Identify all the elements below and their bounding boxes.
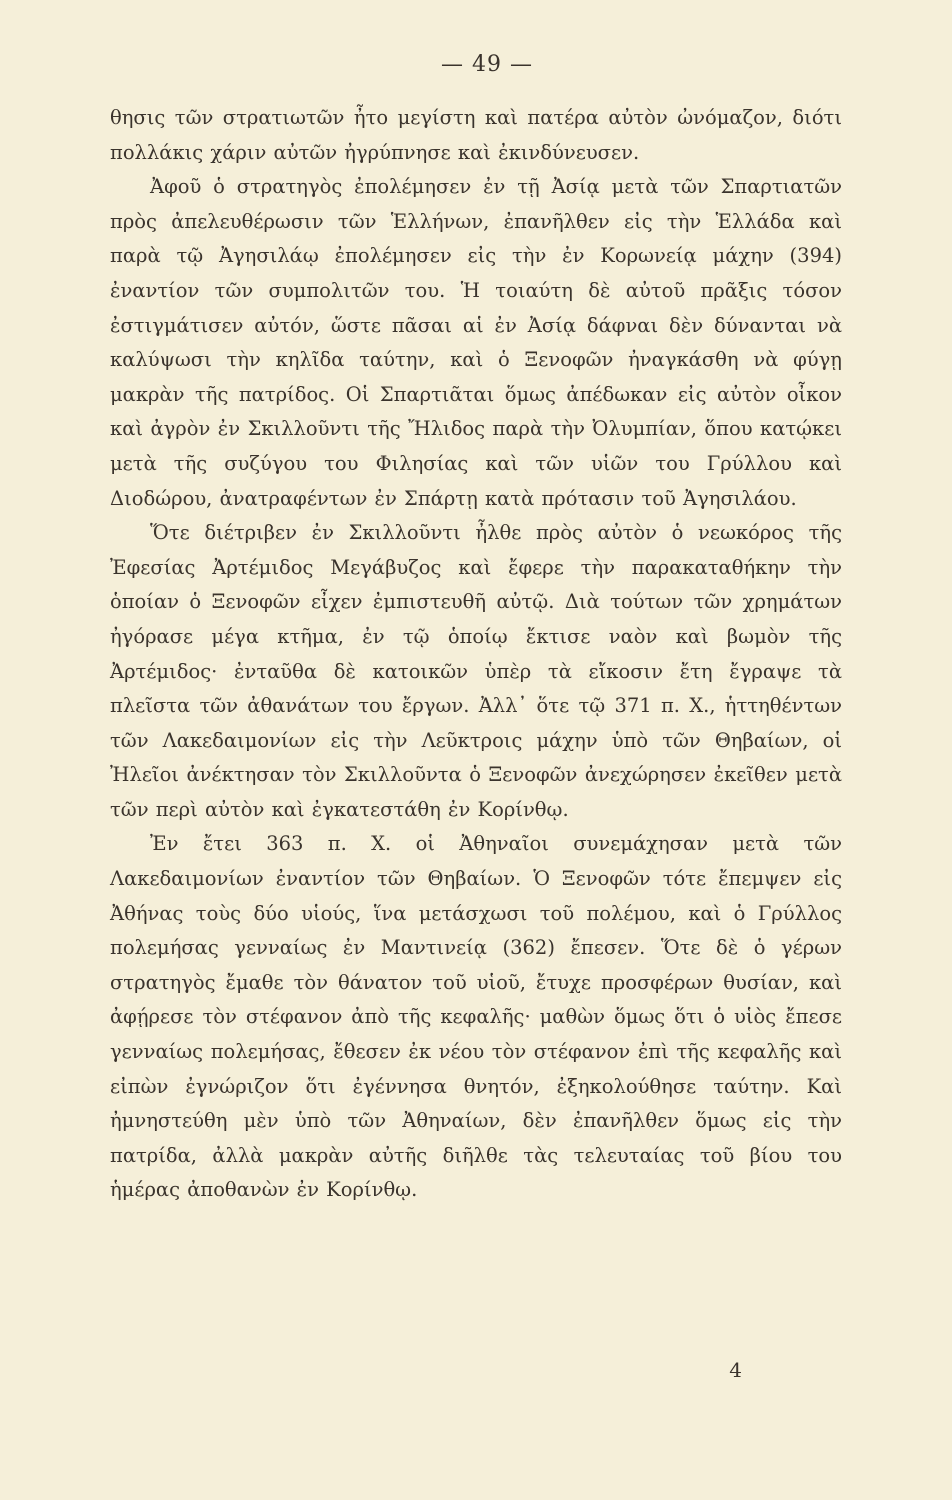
paragraph: Ἀφοῦ ὁ στρατηγὸς ἐπολέμησεν ἐν τῇ Ἀσίᾳ μετὰ τῶν Σπαρτιατῶν πρὸς ἀπελευθέρωσιν τῶν Ἑλλήνων, ἐπανῆλθεν εἰς τὴν Ἑλλάδα καὶ παρὰ τῷ Ἀγησιλάῳ ἐπολέμησεν εἰς τὴν ἐν Κορωνείᾳ μάχην (394) ἐναντίον τῶν συμπολιτῶν του. Ἡ τοιαύτη δὲ αὐτοῦ πρᾶξις τόσον ἐστιγμάτισεν αὐτόν, ὥστε πᾶσαι αἱ ἐν Ἀσίᾳ δάφναι δὲν δύνανται νὰ καλύψωσι τὴν κηλῖδα ταύτην, καὶ ὁ Ξενοφῶν ἠναγκάσθη νὰ φύγῃ μακρὰν τῆς πατρίδος. Οἱ Σπαρτιᾶται ὅμως ἀπέδωκαν εἰς αὐτὸν οἶκον καὶ ἀγρὸν ἐν Σκιλλοῦντι τῆς Ἤλιδος παρὰ τὴν Ὀλυμπίαν, ὅπου κατῴκει μετὰ τῆς συζύγου του Φιλησίας καὶ τῶν υἱῶν του Γρύλλου καὶ Διοδώρου, ἀνατραφέντων ἐν Σπάρτῃ κατὰ πρότασιν τοῦ Ἀγησιλάου. bbox=[110, 175, 842, 510]
printer-signature-mark: 4 bbox=[729, 1358, 742, 1382]
body-text bbox=[110, 101, 842, 1208]
page-number: — 49 — bbox=[441, 52, 533, 77]
paragraph: Ὅτε διέτριβεν ἐν Σκιλλοῦντι ἦλθε πρὸς αὐτὸν ὁ νεωκόρος τῆς Ἐφεσίας Ἀρτέμιδος Μεγάβυζος καὶ ἔφερε τὴν παρακαταθήκην τὴν ὁποίαν ὁ Ξενοφῶν εἶχεν ἐμπιστευθῆ αὐτῷ. Διὰ τούτων τῶν χρημάτων ἠγόρασε μέγα κτῆμα, ἐν τῷ ὁποίῳ ἔκτισε ναὸν καὶ βωμὸν τῆς Ἀρτέμιδος· ἐνταῦθα δὲ κατοικῶν ὑπὲρ τὰ εἴκοσιν ἔτη ἔγραψε τὰ πλεῖστα τῶν ἀθανάτων του ἔργων. Ἀλλ᾽ ὅτε τῷ 371 π. Χ., ἡττηθέντων τῶν Λακεδαιμονίων εἰς τὴν Λεῦκτροις μάχην ὑπὸ τῶν Θηβαίων, οἱ Ἠλεῖοι ἀνέκτησαν τὸν Σκιλλοῦντα ὁ Ξενοφῶν ἀνεχώρησεν ἐκεῖθεν μετὰ τῶν περὶ αὐτὸν καὶ ἐγκατεστάθη ἐν Κορίνθῳ. bbox=[110, 521, 842, 821]
paragraph-continued: θησις τῶν στρατιωτῶν ἦτο μεγίστη καὶ πατέρα αὐτὸν ὠνόμαζον, διότι πολλάκις χάριν αὐτῶν ἠγρύπνησε καὶ ἐκινδύνευσεν. bbox=[110, 106, 842, 164]
paragraph: Ἐν ἔτει 363 π. Χ. οἱ Ἀθηναῖοι συνεμάχησαν μετὰ τῶν Λακεδαιμονίων ἐναντίον τῶν Θηβαίων. Ὁ Ξενοφῶν τότε ἔπεμψεν εἰς Ἀθήνας τοὺς δύο υἱούς, ἵνα μετάσχωσι τοῦ πολέμου, καὶ ὁ Γρύλλος πολεμήσας γενναίως ἐν Μαντινείᾳ (362) ἔπεσεν. Ὅτε δὲ ὁ γέρων στρατηγὸς ἔμαθε τὸν θάνατον τοῦ υἱοῦ, ἔτυχε προσφέρων θυσίαν, καὶ ἀφῄρεσε τὸν στέφανον ἀπὸ τῆς κεφαλῆς· μαθὼν ὅμως ὅτι ὁ υἱὸς ἔπεσε γενναίως πολεμήσας, ἔθεσεν ἐκ νέου τὸν στέφανον ἐπὶ τῆς κεφαλῆς καὶ εἰπὼν ἐγνώριζον ὅτι ἐγέννησα θνητόν, ἐξηκολούθησε ταύτην. Καὶ ἠμνηστεύθη μὲν ὑπὸ τῶν Ἀθηναίων, δὲν ἐπανῆλθεν ὅμως εἰς τὴν πατρίδα, ἀλλὰ μακρὰν αὐτῆς διῆλθε τὰς τελευταίας τοῦ βίου του ἡμέρας ἀποθανὼν ἐν Κορίνθῳ. bbox=[110, 832, 842, 1202]
